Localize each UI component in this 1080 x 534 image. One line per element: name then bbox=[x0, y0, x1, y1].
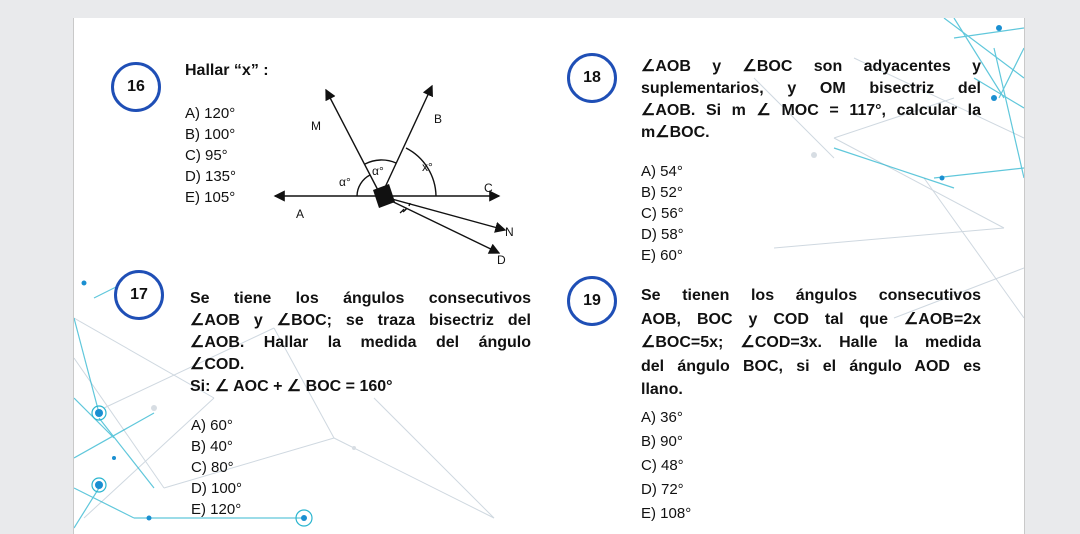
angle-arc-alpha bbox=[357, 175, 370, 196]
option-c[interactable]: C) 48° bbox=[641, 457, 684, 474]
option-c[interactable]: C) 56° bbox=[641, 205, 684, 222]
question-19-line-3: ∠BOC=5x; ∠COD=3x. Halle la medida bbox=[641, 334, 981, 351]
question-18-options bbox=[641, 161, 684, 266]
question-17-text bbox=[190, 288, 531, 398]
question-16-options bbox=[185, 103, 236, 208]
option-e[interactable]: E) 108° bbox=[641, 505, 692, 522]
question-18-text bbox=[641, 56, 981, 144]
label-a: A bbox=[296, 207, 305, 221]
ray-od bbox=[381, 196, 499, 253]
question-17-line-4: ∠COD. bbox=[190, 356, 245, 373]
option-b[interactable]: B) 40° bbox=[191, 438, 233, 455]
option-e[interactable]: E) 120° bbox=[191, 501, 242, 518]
label-d: D bbox=[497, 253, 506, 267]
question-19-line-4: del ángulo BOC, si el ángulo AOD es bbox=[641, 357, 981, 375]
question-18-line-1: ∠AOB y ∠BOC son adyacentes y bbox=[641, 58, 981, 75]
question-19-options bbox=[641, 406, 691, 526]
option-a[interactable]: A) 60° bbox=[191, 417, 233, 434]
question-19-text bbox=[641, 284, 981, 402]
option-b[interactable]: B) 52° bbox=[641, 184, 683, 201]
question-17-line-5: Si: ∠ AOC + ∠ BOC = 160° bbox=[190, 378, 393, 395]
question-18-line-4: m∠BOC. bbox=[641, 124, 710, 141]
option-c[interactable]: C) 80° bbox=[191, 459, 234, 476]
label-c: C bbox=[484, 181, 493, 195]
question-17-options bbox=[191, 415, 242, 520]
label-alpha-1: α° bbox=[339, 175, 351, 189]
option-a[interactable]: A) 36° bbox=[641, 409, 683, 426]
option-c[interactable]: C) 95° bbox=[185, 147, 228, 164]
angle-figure bbox=[269, 78, 599, 268]
question-16-prompt: Hallar “x” : bbox=[185, 62, 269, 79]
question-18-line-2: suplementarios, y OM bisectriz del bbox=[641, 80, 981, 97]
question-17-line-2: ∠AOB y ∠BOC; se traza bisectriz del bbox=[190, 312, 531, 329]
option-d[interactable]: D) 72° bbox=[641, 481, 684, 498]
question-number-17: 17 bbox=[114, 270, 164, 320]
label-m: M bbox=[311, 119, 321, 133]
question-17-line-1: Se tiene los ángulos consecutivos bbox=[190, 290, 531, 307]
option-e[interactable]: E) 60° bbox=[641, 247, 683, 264]
question-17-line-3: ∠AOB. Hallar la medida del ángulo bbox=[190, 334, 531, 351]
option-a[interactable]: A) 54° bbox=[641, 163, 683, 180]
ray-ob bbox=[381, 86, 432, 196]
option-b[interactable]: B) 90° bbox=[641, 433, 683, 450]
question-19-line-5: llano. bbox=[641, 381, 683, 398]
option-d[interactable]: D) 100° bbox=[191, 480, 243, 497]
question-19-line-2: AOB, BOC y COD tal que ∠AOB=2x bbox=[641, 310, 981, 328]
question-19-line-1: Se tienen los ángulos consecutivos bbox=[641, 287, 981, 304]
ray-om bbox=[326, 90, 381, 196]
question-number-19: 19 bbox=[567, 276, 617, 326]
option-a[interactable]: A) 120° bbox=[185, 105, 236, 122]
label-alpha-2: α° bbox=[372, 164, 384, 178]
label-x: x° bbox=[422, 160, 433, 174]
option-e[interactable]: E) 105° bbox=[185, 189, 236, 206]
question-number-16: 16 bbox=[111, 62, 161, 112]
label-b: B bbox=[434, 112, 443, 126]
question-18-line-3: ∠AOB. Si m ∠ MOC = 117°, calcular la bbox=[641, 102, 981, 119]
worksheet-page bbox=[73, 18, 1025, 534]
option-d[interactable]: D) 58° bbox=[641, 226, 684, 243]
ray-on bbox=[381, 196, 505, 230]
option-b[interactable]: B) 100° bbox=[185, 126, 236, 143]
label-n: N bbox=[505, 225, 514, 239]
option-d[interactable]: D) 135° bbox=[185, 168, 237, 185]
question-number-18: 18 bbox=[567, 53, 617, 103]
